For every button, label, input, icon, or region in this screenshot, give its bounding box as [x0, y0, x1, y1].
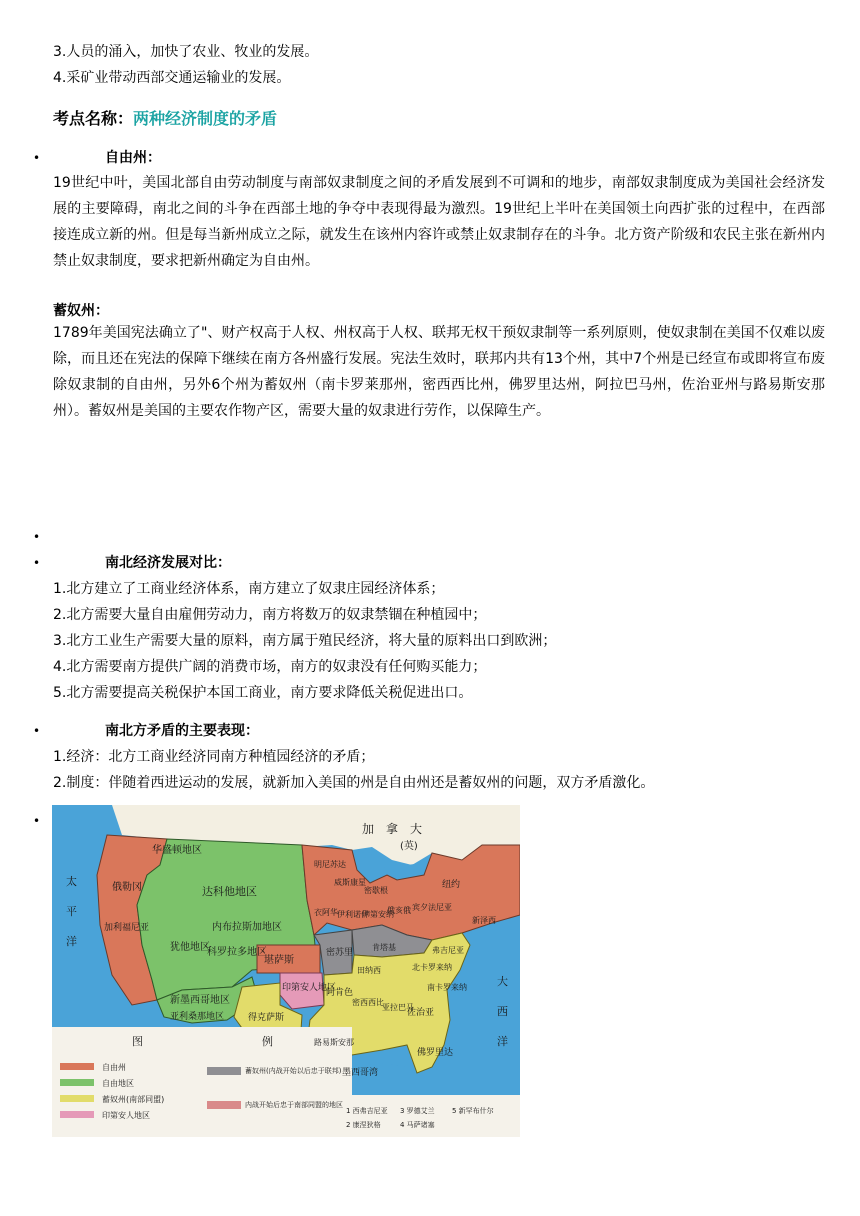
comparison-item-1: 1.北方建立了工商业经济体系，南方建立了奴隶庄园经济体系； — [53, 581, 445, 597]
label-iowa: 衣阿华 — [314, 908, 338, 917]
label-arkansas: 阿肯色 — [326, 988, 354, 998]
conflict-item-1: 1.经济：北方工商业经济同南方种植园经济的矛盾； — [53, 749, 375, 765]
label-pacific-2: 平 — [66, 905, 77, 918]
inset-item-1: 1 西弗吉尼亚 — [346, 1107, 388, 1115]
legend-later-confederate: 内战开始后忠于南部同盟的地区 — [245, 1101, 343, 1109]
inset-item-5: 5 新罕布什尔 — [452, 1107, 494, 1115]
intro-line-4: 4.采矿业带动西部交通运输业的发展。 — [53, 70, 291, 86]
comparison-item-3: 3.北方工业生产需要大量的原料，南方属于殖民经济，将大量的原料出口到欧洲； — [53, 633, 557, 649]
legend-title-left: 图 — [132, 1035, 143, 1048]
label-atlantic-1: 大 — [497, 975, 508, 988]
label-indian: 印第安人地区 — [282, 983, 337, 993]
label-new-jersey: 新泽西 — [472, 916, 496, 925]
topic-label: 考点名称： — [53, 109, 134, 128]
legend-indian-territory: 印第安人地区 — [102, 1111, 150, 1120]
comparison-item-2: 2.北方需要大量自由雇佣劳动力，南方将数万的奴隶禁锢在种植园中； — [53, 607, 487, 623]
label-colorado: 科罗拉多地区 — [207, 947, 267, 958]
legend-title-right: 例 — [262, 1035, 273, 1048]
label-north-carolina: 北卡罗来纳 — [412, 963, 452, 972]
comparison-item-4: 4.北方需要南方提供广阔的消费市场，南方的奴隶没有任何购买能力； — [53, 659, 487, 675]
label-pacific-1: 太 — [66, 875, 77, 888]
label-nebraska: 内布拉斯加地区 — [212, 922, 282, 933]
label-utah: 犹他地区 — [170, 942, 210, 953]
conflict-item-2: 2.制度：伴随着西进运动的发展，就新加入美国的州是自由州还是蓄奴州的问题，双方矛盾激化。 — [53, 775, 655, 791]
civil-war-map-figure — [52, 805, 520, 1137]
label-atlantic-2: 西 — [497, 1005, 508, 1018]
legend-panel — [52, 1027, 352, 1137]
label-indiana: 印第安纳 — [362, 910, 394, 919]
label-california: 加利福尼亚 — [104, 923, 150, 933]
legend-slave-state: 蓄奴州(南部同盟) — [102, 1095, 165, 1104]
label-louisiana: 路易斯安那 — [314, 1038, 354, 1047]
free-states-text: 19世纪中叶，美国北部自由劳动制度与南部奴隶制度之间的矛盾发展到不可调和的地步，南部奴隶制度成为美国社会经济发展的主要障碍，南北之间的斗争在西部土地的争夺中表现得最为激烈。19世纪上半叶在美国领土向西扩张的过程中，在西部接连成立新的州。但是每当新州成立之际，就发生在该州内容许或禁止奴隶制存在的斗争。北方资产阶级和农民主张在新州内禁止奴隶制度，要求把新州确定为自由州。 — [53, 175, 825, 269]
label-pennsylvania: 宾夕法尼亚 — [412, 903, 452, 912]
label-mississippi: 密西西比 — [352, 998, 384, 1007]
label-florida: 佛罗里达 — [417, 1048, 454, 1058]
legend-free-territory: 自由地区 — [102, 1079, 134, 1088]
label-pacific-3: 洋 — [66, 935, 77, 948]
civil-war-map — [52, 805, 520, 1137]
inset-item-4: 4 马萨诸塞 — [400, 1121, 435, 1129]
inset-item-3: 3 罗德艾兰 — [400, 1107, 435, 1115]
bullet-dot: • — [33, 556, 41, 570]
topic-heading — [53, 109, 277, 129]
bullet-dot-empty: • — [33, 530, 41, 544]
label-illinois: 伊利诺伊 — [337, 910, 369, 919]
label-tennessee: 田纳西 — [357, 966, 381, 975]
legend-swatch-free-territory — [60, 1079, 94, 1086]
label-dakota: 达科他地区 — [202, 885, 257, 898]
label-oregon: 俄勒冈 — [112, 882, 142, 893]
bullet-dot: • — [33, 151, 41, 165]
label-ohio: 俄亥俄 — [387, 906, 411, 915]
label-new-york: 纽约 — [442, 880, 461, 890]
legend-swatch-slave-state — [60, 1095, 94, 1102]
legend-swatch-border — [207, 1067, 241, 1075]
conflict-heading: 南北方矛盾的主要表现： — [105, 723, 259, 739]
legend-free-state: 自由州 — [102, 1063, 126, 1072]
label-georgia: 佐治亚 — [407, 1008, 435, 1018]
bullet-dot: • — [33, 814, 41, 828]
label-texas: 得克萨斯 — [248, 1013, 285, 1023]
label-missouri: 密苏里 — [326, 948, 354, 958]
intro-line-3: 3.人员的涌入，加快了农业、牧业的发展。 — [53, 44, 319, 60]
label-british: (英) — [400, 841, 418, 852]
label-new-mexico: 新墨西哥地区 — [170, 995, 230, 1006]
legend-swatch-indian — [60, 1111, 94, 1118]
slave-states-text: 1789年美国宪法确立了"、财产权高于人权、州权高于人权、联邦无权干预奴隶制等一系列原则，使奴隶制在美国不仅难以废除，而且还在宪法的保障下继续在南方各州盛行发展。宪法生效时，联邦内共有13个州，其中7个州是已经宣布或即将宣布废除奴隶制的自由州，另外6个州为蓄奴州（南卡罗莱那州，密西西比州，佛罗里达州，阿拉巴马州，佐治亚州与路易斯安那州）。蓄奴州是美国的主要农作物产区，需要大量的奴隶进行劳作，以保障生产。 — [53, 325, 825, 419]
label-arizona: 亚利桑那地区 — [170, 1012, 225, 1022]
comparison-heading: 南北经济发展对比： — [105, 555, 231, 571]
label-kansas: 堪萨斯 — [264, 955, 294, 966]
comparison-item-5: 5.北方需要提高关税保护本国工商业，南方要求降低关税促进出口。 — [53, 685, 473, 701]
label-gulf: 墨西哥湾 — [342, 1068, 379, 1078]
label-wisconsin: 威斯康星 — [334, 878, 366, 887]
inset-item-2: 2 康涅狄格 — [346, 1121, 381, 1129]
label-canada: 加 拿 大 — [362, 822, 423, 836]
bullet-dot: • — [33, 724, 41, 738]
label-alabama: 亚拉巴马 — [382, 1003, 414, 1012]
topic-title: 两种经济制度的矛盾 — [133, 109, 278, 128]
legend-border-slave: 蓄奴州(内战开始以后忠于联邦) — [245, 1067, 342, 1075]
label-michigan: 密歇根 — [364, 886, 388, 895]
label-south-carolina: 南卡罗来纳 — [427, 983, 467, 992]
label-minnesota: 明尼苏达 — [314, 860, 346, 869]
legend-swatch-later-confederate — [207, 1101, 241, 1109]
label-kentucky: 肯塔基 — [372, 943, 396, 952]
inset-panel — [342, 1095, 520, 1137]
label-virginia: 弗吉尼亚 — [432, 946, 464, 955]
free-states-heading: 自由州： — [105, 150, 161, 166]
label-atlantic-3: 洋 — [497, 1035, 508, 1048]
label-washington: 华盛顿地区 — [152, 845, 202, 856]
legend-swatch-free-state — [60, 1063, 94, 1070]
slave-states-heading: 蓄奴州： — [53, 303, 109, 319]
